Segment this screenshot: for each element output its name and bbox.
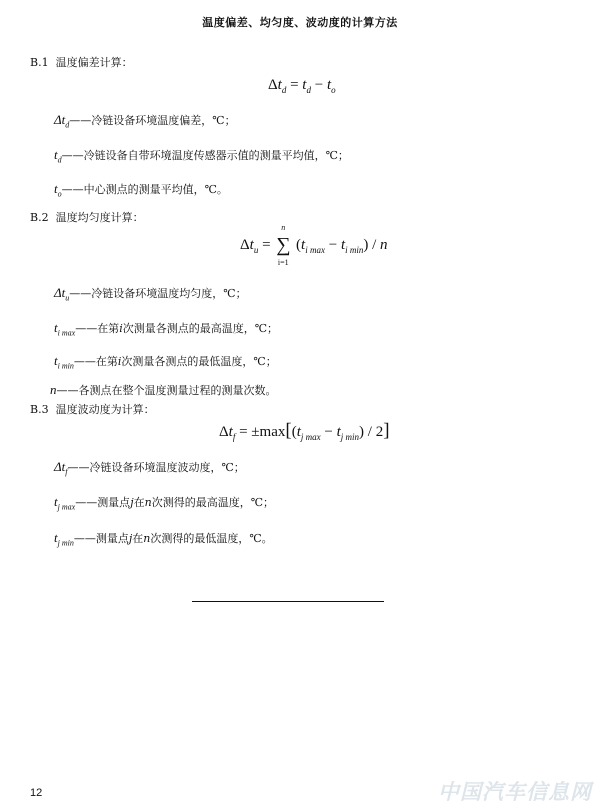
definition-variable: i — [117, 355, 122, 368]
definition-text: 在 — [133, 496, 145, 509]
definition-text: ——冷链设备环境温度均匀度，℃； — [69, 287, 247, 300]
definition-text: 次测量各测点的最低温度，℃； — [121, 355, 277, 368]
definition-text: ——在第 — [75, 322, 120, 335]
equation-temperature-deviation: $\Delta t_d = t_d - t_o$ — [268, 77, 336, 95]
definition-td: $t_d——$冷链设备自带环境温度传感器示值的测量平均值，℃； — [54, 147, 349, 165]
end-rule — [192, 601, 384, 602]
section-label: B.1 — [30, 56, 49, 69]
definition-to: $t_o——$中心测点的测量平均值，℃。 — [54, 181, 228, 199]
section-b1-heading — [30, 54, 133, 70]
definition-delta-tf: $\Delta t_f——$冷链设备环境温度波动度，℃； — [54, 459, 245, 477]
definition-text: 次测量各测点的最高温度，℃； — [122, 322, 279, 335]
definition-text: 次测得的最低温度，℃。 — [150, 532, 273, 545]
definition-variable: j — [128, 532, 133, 545]
section-heading: 温度波动度为计算： — [55, 403, 155, 416]
definition-text: ——在第 — [73, 355, 118, 368]
definition-variable: n — [144, 496, 152, 509]
definition-variable: i — [119, 322, 123, 335]
section-heading: 温度均匀度计算： — [55, 211, 144, 224]
watermark-logo: 中国汽车信息网 — [438, 781, 592, 804]
definition-delta-td: $\Delta t_d——$冷链设备环境温度偏差，℃； — [54, 112, 236, 130]
summation-symbol: n ∑ i=1 — [276, 223, 291, 267]
section-heading: 温度偏差计算： — [55, 56, 133, 69]
section-b3-heading — [30, 401, 155, 417]
definition-text: 次测得的最高温度，℃； — [151, 496, 275, 509]
section-label: B.3 — [30, 403, 49, 416]
definition-text: ——冷链设备环境温度偏差，℃； — [69, 114, 236, 127]
section-label: B.2 — [30, 211, 49, 224]
page-title: 温度偏差、均匀度、波动度的计算方法 — [202, 16, 398, 29]
definition-text: ——各测点在整个温度测量过程的测量次数。 — [56, 384, 277, 397]
definition-timin: $t_{i min}——$在第i次测量各测点的最低温度，℃； — [54, 353, 277, 371]
definition-text: ——中心测点的测量平均值，℃。 — [61, 183, 228, 196]
definition-n: n——各测点在整个温度测量过程的测量次数。 — [50, 382, 277, 397]
section-b2-heading — [30, 209, 144, 225]
definition-tjmin: $t_{j min}——$测量点j在n次测得的最低温度，℃。 — [54, 530, 273, 548]
page-number: 12 — [30, 787, 43, 799]
definition-text: ——测量点 — [73, 532, 129, 545]
equation-temperature-fluctuation: $\Delta t_f = \pm\max[(t_{j max} - t_{j min}) / 2]$ — [219, 420, 390, 442]
definition-delta-tu: $\Delta t_u——$冷链设备环境温度均匀度，℃； — [54, 285, 247, 303]
definition-tjmax: $t_{j max}——$测量点j在n次测得的最高温度，℃； — [54, 494, 275, 512]
definition-text: 在 — [132, 532, 144, 545]
equation-temperature-uniformity: $\Delta t_u$ = n ∑ i=1 $(t_{i max} - t_{i min}) / n$ — [240, 223, 388, 267]
definition-text: ——冷链设备环境温度波动度，℃； — [67, 461, 245, 474]
definition-variable: n — [143, 532, 151, 545]
definition-text: ——测量点 — [75, 496, 131, 509]
definition-variable: j — [130, 496, 134, 509]
definition-timax: $t_{i max}——$在第i次测量各测点的最高温度，℃； — [54, 320, 279, 338]
definition-text: ——冷链设备自带环境温度传感器示值的测量平均值，℃； — [61, 149, 349, 162]
